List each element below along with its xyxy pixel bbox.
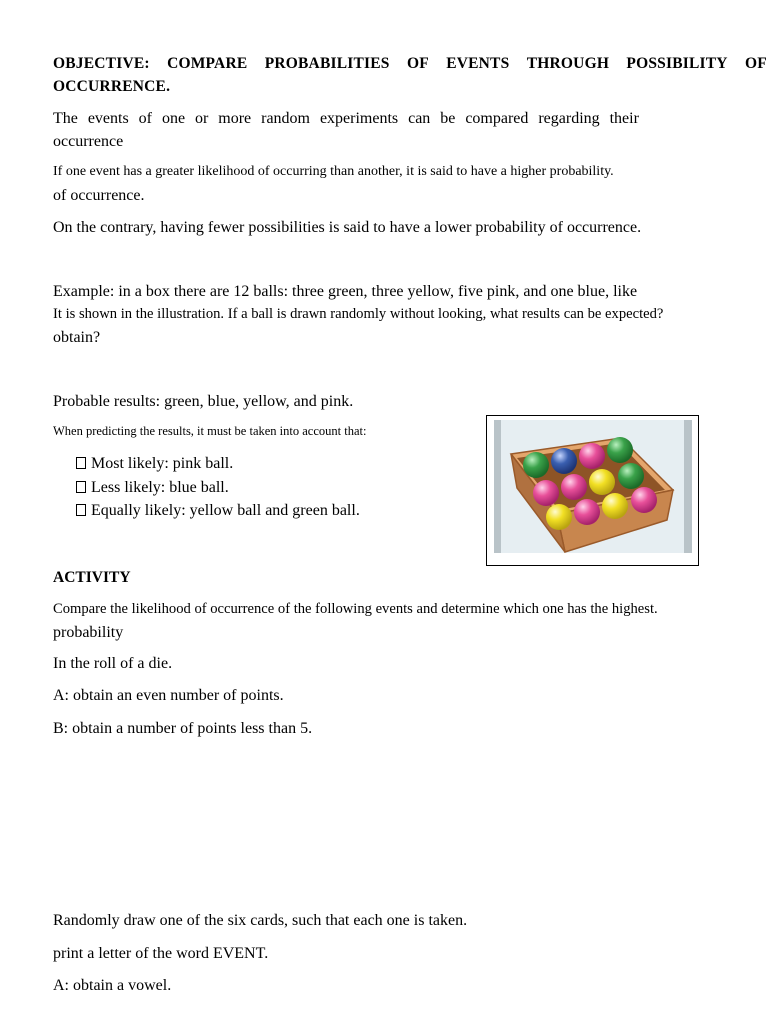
intro-word: can (408, 110, 431, 127)
die-event-a: A: obtain an even number of points. (53, 687, 284, 704)
intro-word: regarding (538, 110, 600, 127)
intro-word: of (138, 110, 152, 127)
yellow-ball (589, 469, 615, 495)
activity-instruction-line1: Compare the likelihood of occurrence of the following events and determine which one has the highest. (53, 601, 658, 617)
intro-word: experiments (319, 110, 399, 127)
objective-word: PROBABILITIES (264, 55, 390, 72)
objective-word: EVENTS (446, 55, 510, 72)
illustration-right-edge (684, 420, 692, 553)
intro-paragraph-2-line2: of occurrence. (53, 187, 145, 204)
list-item (76, 479, 360, 503)
checkbox-bullet-icon (76, 457, 86, 469)
green-ball (618, 463, 644, 489)
predicting-note: When predicting the results, it must be taken into account that: (53, 424, 367, 438)
green-ball (607, 437, 633, 463)
objective-word: THROUGH (526, 55, 610, 72)
yellow-ball (602, 493, 628, 519)
activity-instruction-line2: probability (53, 624, 124, 641)
objective-word: COMPARE (167, 55, 248, 72)
objective-title-line2: OCCURRENCE. (53, 78, 171, 95)
green-ball (523, 452, 549, 478)
intro-word: more (218, 110, 252, 127)
list-item-label: Less likely: blue ball. (91, 478, 229, 496)
cards-line2: print a letter of the word EVENT. (53, 945, 269, 962)
intro-word: events (87, 110, 129, 127)
intro-word: be (440, 110, 456, 127)
box-of-balls-illustration (486, 415, 699, 566)
objective-title-line1 (53, 55, 767, 73)
box-of-balls-icon (487, 416, 698, 565)
intro-word: one (161, 110, 186, 127)
illustration-left-edge (494, 420, 501, 553)
intro-paragraph-1-line2: occurrence (53, 133, 124, 150)
intro-word: or (195, 110, 209, 127)
cards-line1: Randomly draw one of the six cards, such that each one is taken. (53, 912, 468, 929)
yellow-ball (546, 504, 572, 530)
pink-ball (579, 443, 605, 469)
blue-ball (551, 448, 577, 474)
objective-word: OBJECTIVE: (53, 55, 150, 72)
probable-results: Probable results: green, blue, yellow, and pink. (53, 393, 354, 410)
list-item-label: Equally likely: yellow ball and green ball. (91, 502, 360, 519)
die-intro: In the roll of a die. (53, 655, 173, 672)
likelihood-list (76, 455, 360, 526)
die-event-b: B: obtain a number of points less than 5. (53, 720, 313, 737)
intro-paragraph-3: On the contrary, having fewer possibilities is said to have a lower probability of occurrence. (53, 219, 642, 236)
intro-word: their (609, 110, 639, 127)
objective-word: POSSIBILITY (626, 55, 728, 72)
pink-ball (631, 487, 657, 513)
list-item-label: Most likely: pink ball. (91, 455, 234, 472)
objective-word: OF (406, 55, 429, 72)
checkbox-bullet-icon (76, 481, 86, 493)
activity-heading: ACTIVITY (53, 569, 131, 586)
list-item (76, 455, 360, 479)
intro-paragraph-1-line1 (53, 110, 639, 128)
example-line3: obtain? (53, 329, 101, 346)
intro-paragraph-2-line1: If one event has a greater likelihood of occurring than another, it is said to have a higher probability. (53, 164, 614, 179)
checkbox-bullet-icon (76, 504, 86, 516)
list-item (76, 502, 360, 526)
pink-ball (561, 474, 587, 500)
example-line2: It is shown in the illustration. If a ball is drawn randomly without looking, what results can be expected? (53, 306, 664, 322)
intro-word: compared (465, 110, 529, 127)
objective-word: OF (745, 55, 767, 72)
example-line1: Example: in a box there are 12 balls: three green, three yellow, five pink, and one blue, like (53, 283, 638, 300)
intro-word: random (261, 110, 310, 127)
pink-ball (574, 499, 600, 525)
intro-word: The (53, 110, 78, 127)
cards-event-a: A: obtain a vowel. (53, 977, 172, 994)
pink-ball (533, 480, 559, 506)
